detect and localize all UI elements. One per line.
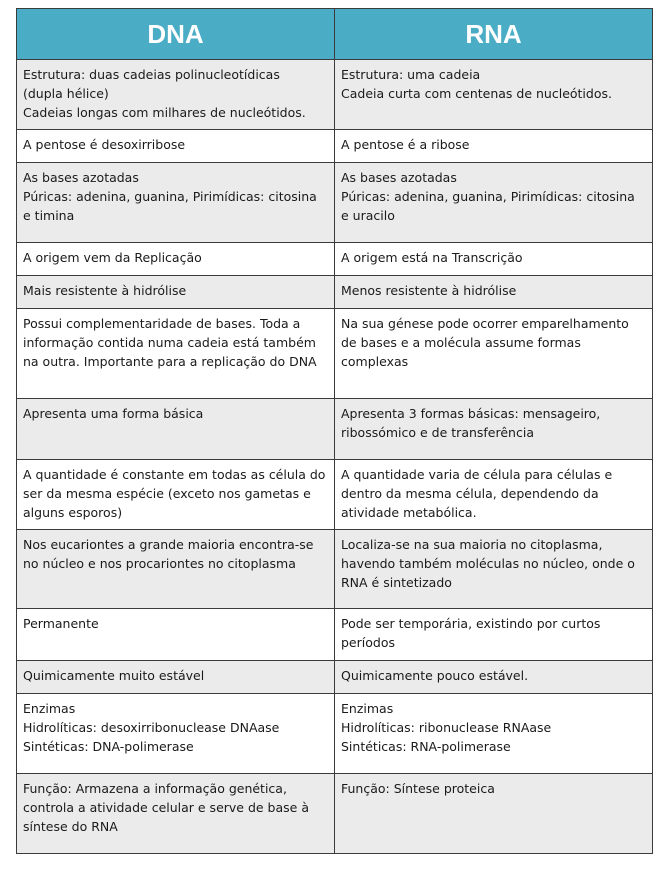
table-body	[17, 60, 653, 854]
dna-cell: Mais resistente à hidrólise	[17, 276, 335, 309]
dna-cell: Função: Armazena a informação genética, controla a atividade celular e serve de base à síntese do RNA	[17, 774, 335, 854]
table-row	[17, 609, 653, 661]
rna-cell: A origem está na Transcrição	[335, 243, 653, 276]
dna-cell: Estrutura: duas cadeias polinucleotídicas (dupla hélice) Cadeias longas com milhares de nucleótidos.	[17, 60, 335, 130]
header-rna: RNA	[335, 9, 653, 60]
table-header	[17, 9, 653, 60]
rna-cell: A quantidade varia de célula para células e dentro da mesma célula, dependendo da atividade metabólica.	[335, 460, 653, 530]
table-row	[17, 130, 653, 163]
table-row	[17, 460, 653, 530]
rna-cell: Função: Síntese proteica	[335, 774, 653, 854]
dna-cell: Enzimas Hidrolíticas: desoxirribonuclease DNAase Sintéticas: DNA-polimerase	[17, 694, 335, 774]
rna-cell: Enzimas Hidrolíticas: ribonuclease RNAase Sintéticas: RNA-polimerase	[335, 694, 653, 774]
dna-cell: As bases azotadas Púricas: adenina, guanina, Pirimídicas: citosina e timina	[17, 163, 335, 243]
comparison-table	[16, 8, 653, 854]
rna-cell: A pentose é a ribose	[335, 130, 653, 163]
rna-cell: Estrutura: uma cadeia Cadeia curta com centenas de nucleótidos.	[335, 60, 653, 130]
rna-cell: Quimicamente pouco estável.	[335, 661, 653, 694]
table-row	[17, 530, 653, 609]
table-row	[17, 276, 653, 309]
table-row	[17, 399, 653, 460]
dna-cell: Quimicamente muito estável	[17, 661, 335, 694]
rna-cell: Apresenta 3 formas básicas: mensageiro, ribossómico e de transferência	[335, 399, 653, 460]
table-row	[17, 163, 653, 243]
table-row	[17, 661, 653, 694]
dna-cell: Possui complementaridade de bases. Toda a informação contida numa cadeia está também na outra. Importante para a replicação do DNA	[17, 309, 335, 399]
dna-cell: Apresenta uma forma básica	[17, 399, 335, 460]
table-row	[17, 774, 653, 854]
header-row	[17, 9, 653, 60]
dna-cell: A pentose é desoxirribose	[17, 130, 335, 163]
table-row	[17, 309, 653, 399]
table-row	[17, 694, 653, 774]
rna-cell: Na sua génese pode ocorrer emparelhamento de bases e a molécula assume formas complexas	[335, 309, 653, 399]
header-dna: DNA	[17, 9, 335, 60]
rna-cell: Pode ser temporária, existindo por curtos períodos	[335, 609, 653, 661]
table-row	[17, 243, 653, 276]
dna-cell: Nos eucariontes a grande maioria encontra-se no núcleo e nos procariontes no citoplasma	[17, 530, 335, 609]
dna-cell: A origem vem da Replicação	[17, 243, 335, 276]
dna-cell: Permanente	[17, 609, 335, 661]
table-row	[17, 60, 653, 130]
rna-cell: As bases azotadas Púricas: adenina, guanina, Pirimídicas: citosina e uracilo	[335, 163, 653, 243]
rna-cell: Menos resistente à hidrólise	[335, 276, 653, 309]
rna-cell: Localiza-se na sua maioria no citoplasma, havendo também moléculas no núcleo, onde o RNA é sintetizado	[335, 530, 653, 609]
dna-cell: A quantidade é constante em todas as célula do ser da mesma espécie (exceto nos gametas e alguns esporos)	[17, 460, 335, 530]
